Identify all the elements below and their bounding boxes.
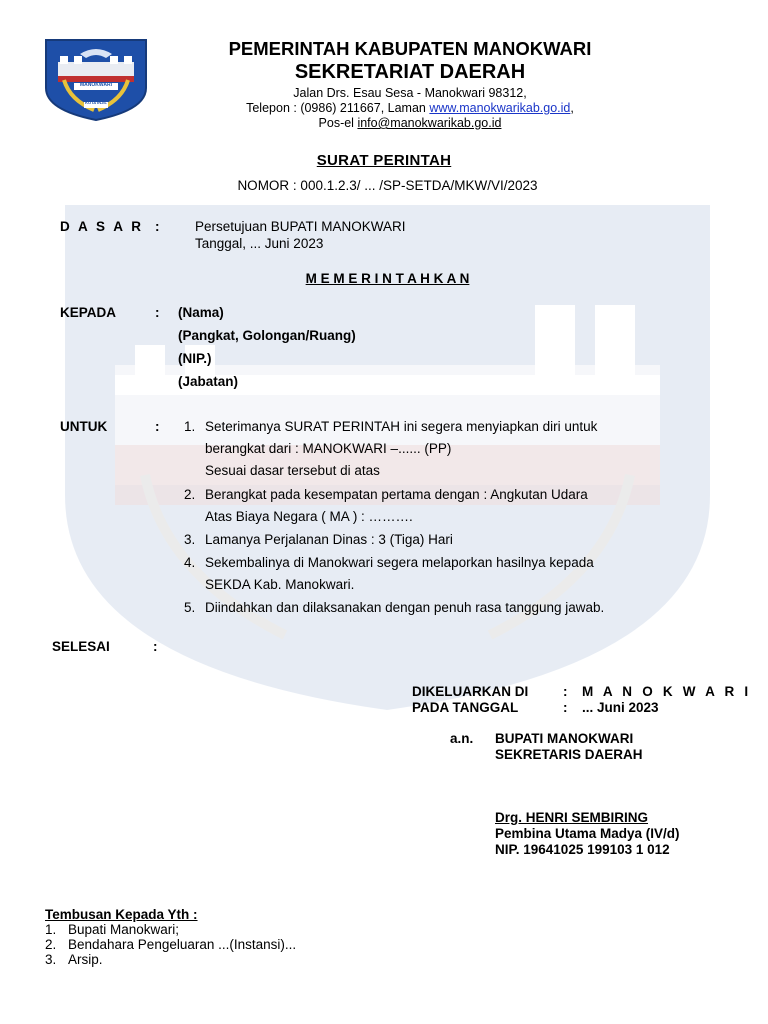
document-number: NOMOR : 000.1.2.3/ ... /SP-SETDA/MKW/VI/2023 bbox=[237, 178, 538, 193]
untuk-item-4-line-2: SEKDA Kab. Manokwari. bbox=[205, 577, 355, 592]
untuk-item-1-line-2: berangkat dari : MANOKWARI –...... (PP) bbox=[205, 441, 452, 456]
tembusan-item-3: Arsip. bbox=[68, 952, 103, 967]
kepada-pangkat: (Pangkat, Golongan/Ruang) bbox=[178, 328, 356, 343]
signatory-rank: Pembina Utama Madya (IV/d) bbox=[495, 826, 680, 841]
tembusan-item-2: Bendahara Pengeluaran ...(Instansi)... bbox=[68, 937, 297, 952]
untuk-colon: : bbox=[155, 419, 160, 434]
tembusan-item-1: Bupati Manokwari; bbox=[68, 922, 180, 937]
logo-motto-text: KOTA INJIL bbox=[85, 100, 107, 105]
kabupaten-emblem bbox=[44, 38, 148, 122]
tembusan-item-2-num: 2. bbox=[45, 937, 57, 952]
selesai-colon: : bbox=[153, 639, 158, 654]
email-link[interactable]: info@manokwarikab.go.id bbox=[357, 116, 502, 130]
untuk-item-4-num: 4. bbox=[184, 555, 196, 570]
logo-banner-text: MANOKWARI bbox=[80, 82, 112, 88]
dasar-label: D A S A R bbox=[60, 219, 144, 234]
tembusan-item-3-num: 3. bbox=[45, 952, 57, 967]
website-link[interactable]: www.manokwarikab.go.id bbox=[429, 101, 571, 115]
signatory-name: Drg. HENRI SEMBIRING bbox=[495, 810, 649, 825]
issued-date: ... Juni 2023 bbox=[582, 700, 659, 715]
untuk-item-3-num: 3. bbox=[184, 532, 196, 547]
untuk-item-1-line-3: Sesuai dasar tersebut di atas bbox=[205, 463, 380, 478]
issued-place: M A N O K W A R I bbox=[582, 684, 752, 699]
untuk-item-1-line-1: Seterimanya SURAT PERINTAH ini segera menyiapkan diri untuk bbox=[205, 419, 598, 434]
selesai-label: SELESAI bbox=[52, 639, 110, 654]
signature-title-1: BUPATI MANOKWARI bbox=[495, 731, 634, 746]
kepada-nama: (Nama) bbox=[178, 305, 224, 320]
signature-an: a.n. bbox=[450, 731, 474, 746]
signatory-nip: NIP. 19641025 199103 1 012 bbox=[495, 842, 670, 857]
header-phone-line bbox=[160, 101, 660, 115]
header-email-prefix: Pos-el bbox=[318, 116, 358, 130]
header-phone-suffix: , bbox=[570, 101, 574, 115]
dasar-line-2: Tanggal, ... Juni 2023 bbox=[195, 236, 324, 251]
untuk-item-3-line-1: Lamanya Perjalanan Dinas : 3 (Tiga) Hari bbox=[205, 532, 453, 547]
header-government: PEMERINTAH KABUPATEN MANOKWARI bbox=[228, 38, 592, 59]
tembusan-title: Tembusan Kepada Yth : bbox=[45, 907, 198, 922]
kepada-nip: (NIP.) bbox=[178, 351, 212, 366]
issued-place-colon: : bbox=[563, 684, 568, 699]
untuk-item-2-line-1: Berangkat pada kesempatan pertama dengan : Angkutan Udara bbox=[205, 487, 588, 502]
header-phone: Telepon : (0986) 211667, Laman bbox=[246, 101, 430, 115]
kepada-jabatan: (Jabatan) bbox=[178, 374, 239, 389]
untuk-label: UNTUK bbox=[60, 419, 108, 434]
issued-place-label: DIKELUARKAN DI bbox=[412, 684, 529, 699]
signature-title-2: SEKRETARIS DAERAH bbox=[495, 747, 643, 762]
untuk-item-5-num: 5. bbox=[184, 600, 196, 615]
untuk-item-2-line-2: Atas Biaya Negara ( MA ) : ………. bbox=[205, 509, 413, 524]
untuk-item-2-num: 2. bbox=[184, 487, 196, 502]
tembusan-item-1-num: 1. bbox=[45, 922, 57, 937]
dasar-line-1: Persetujuan BUPATI MANOKWARI bbox=[195, 219, 406, 234]
header-address: Jalan Drs. Esau Sesa - Manokwari 98312, bbox=[293, 86, 527, 100]
memerintahkan-heading: M E M E R I N T A H K A N bbox=[305, 271, 470, 286]
dasar-colon: : bbox=[155, 219, 160, 234]
untuk-item-5-line-1: Diindahkan dan dilaksanakan dengan penuh rasa tanggung jawab. bbox=[205, 600, 605, 615]
issued-date-label: PADA TANGGAL bbox=[412, 700, 519, 715]
kepada-colon: : bbox=[155, 305, 160, 320]
issued-date-colon: : bbox=[563, 700, 568, 715]
untuk-item-4-line-1: Sekembalinya di Manokwari segera melaporkan hasilnya kepada bbox=[205, 555, 594, 570]
document-title: SURAT PERINTAH bbox=[316, 152, 452, 169]
header-email-line bbox=[160, 116, 660, 130]
header-secretariat: SEKRETARIAT DAERAH bbox=[294, 61, 526, 83]
untuk-item-1-num: 1. bbox=[184, 419, 196, 434]
kepada-label: KEPADA bbox=[60, 305, 117, 320]
